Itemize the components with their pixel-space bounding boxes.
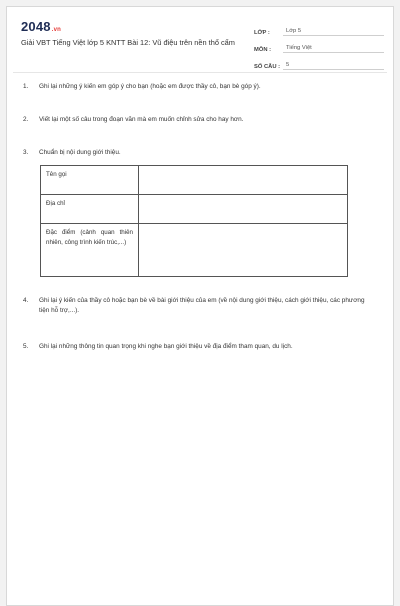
question-number: 2. (23, 116, 29, 123)
table-label-cell: Địa chỉ (41, 195, 139, 224)
info-table (40, 165, 348, 277)
question-5 (23, 342, 373, 352)
question-text: Ghi lại ý kiến của thầy cô hoặc bạn bè về bài giới thiệu của em (về nội dung giới thiệu, cách giới thiệu, các phương tiện hỗ trợ,...). (39, 297, 365, 314)
question-text: Ghi lại những thông tin quan trọng khi nghe bạn giới thiệu về địa điểm tham quan, du lịch. (39, 343, 293, 350)
table-answer-cell[interactable] (139, 224, 348, 277)
question-number: 1. (23, 83, 29, 90)
logo-suffix: .vn (51, 27, 62, 33)
question-number: 5. (23, 343, 29, 350)
question-text: Chuẩn bị nội dung giới thiệu. (39, 149, 121, 156)
meta-value: Lớp 5 (283, 28, 384, 36)
question-1 (23, 82, 373, 92)
meta-label: SỐ CÂU : (254, 64, 281, 70)
meta-info (254, 21, 384, 72)
question-2 (23, 115, 373, 125)
table-answer-cell[interactable] (139, 166, 348, 195)
question-3 (23, 148, 373, 158)
question-text: Ghi lại những ý kiến em góp ý cho bạn (hoặc em được thầy cô, bạn bè góp ý). (39, 83, 261, 90)
table-label-cell: Đặc điểm (cảnh quan thiên nhiên, công trình kiến trúc,...) (41, 224, 139, 277)
question-4 (23, 296, 373, 316)
meta-row-class (254, 21, 384, 36)
table-answer-cell[interactable] (139, 195, 348, 224)
meta-label: MÔN : (254, 47, 272, 53)
table-row (41, 224, 348, 277)
meta-row-subject (254, 38, 384, 53)
question-text: Viết lại một số câu trong đoạn văn mà em muốn chỉnh sửa cho hay hơn. (39, 116, 244, 123)
meta-row-question-count (254, 55, 384, 70)
meta-label: LỚP : (254, 30, 270, 36)
worksheet-page (6, 6, 394, 606)
site-logo[interactable] (21, 19, 61, 34)
table-row (41, 195, 348, 224)
logo-text: 2048 (21, 19, 51, 34)
meta-value: 5 (283, 62, 384, 70)
table-row (41, 166, 348, 195)
meta-value: Tiếng Việt (283, 45, 384, 53)
header-divider (13, 72, 387, 73)
page-title: Giải VBT Tiếng Việt lớp 5 KNTT Bài 12: Vũ điệu trên nền thổ cẩm (21, 38, 235, 47)
table-label-cell: Tên gọi (41, 166, 139, 195)
question-number: 4. (23, 297, 29, 304)
question-number: 3. (23, 149, 29, 156)
